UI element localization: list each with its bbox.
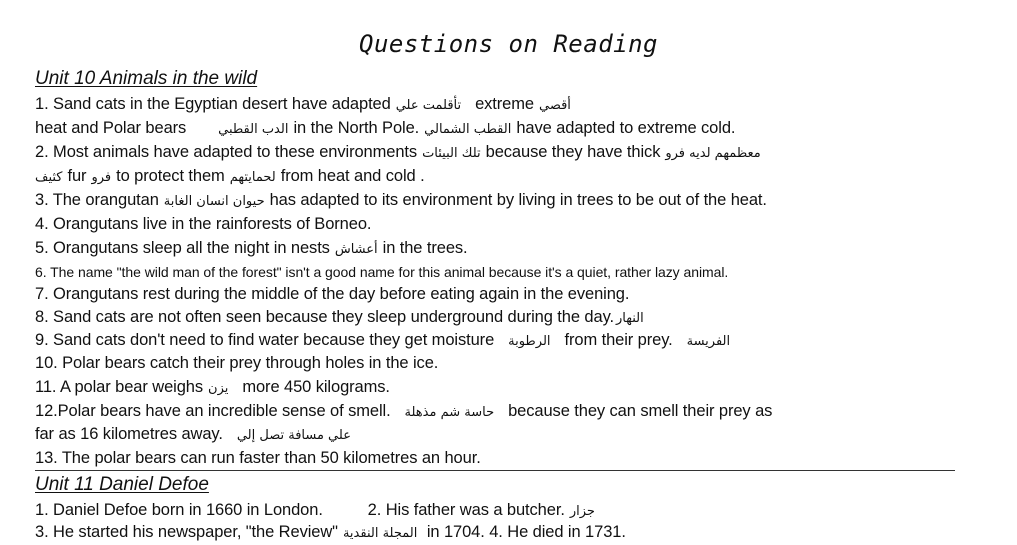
text: to protect them (116, 167, 225, 185)
text: more 450 kilograms. (242, 378, 390, 396)
arabic-translation: الدب القطبي (218, 122, 289, 137)
arabic-translation: لحمايتهم (229, 170, 276, 185)
arabic-translation: علي مسافة تصل إلي (236, 428, 351, 443)
unit10-line-12: 10. Polar bears catch their prey through holes in the ice. (35, 354, 439, 372)
text: 2. Most animals have adapted to these environments (35, 143, 418, 161)
text: because they have thick (485, 143, 661, 161)
unit10-line-10 (35, 307, 649, 329)
text: far as 16 kilometres away. (35, 425, 223, 443)
unit10-line-6: 4. Orangutans live in the rainforests of Borneo. (35, 215, 372, 233)
unit-10-heading: Unit 10 Animals in the wild (35, 68, 258, 89)
text: from their prey. (564, 331, 673, 349)
section-divider (35, 470, 955, 471)
text: fur (67, 167, 87, 185)
unit11-line-2 (35, 522, 626, 544)
arabic-translation: يزن (208, 381, 229, 396)
arabic-translation: تلك البيئات (422, 146, 481, 161)
arabic-translation: جزار (569, 504, 595, 519)
text: because they can smell their prey as (508, 402, 773, 420)
text: 9. Sand cats don't need to find water because they get moisture (35, 331, 495, 349)
arabic-translation: تأقلمت علي (395, 98, 462, 113)
unit10-line-4 (35, 166, 425, 188)
arabic-translation: فرو (91, 170, 112, 185)
arabic-translation: معظمهم لديه فرو (665, 146, 761, 161)
text: in the North Pole. (293, 119, 420, 137)
arabic-translation: حاسة شم مذهلة (404, 405, 495, 420)
unit10-line-15 (35, 424, 356, 446)
unit10-line-1 (35, 94, 576, 116)
unit-11-heading: Unit 11 Daniel Defoe (35, 474, 209, 495)
arabic-translation: أقصي (538, 98, 571, 113)
unit10-line-3 (35, 142, 766, 164)
arabic-translation: النهار (615, 311, 644, 326)
text: 1. Sand cats in the Egyptian desert have adapted (35, 95, 391, 113)
text: heat and Polar bears (35, 119, 187, 137)
arabic-translation: كثيف (35, 170, 63, 185)
text: from heat and cold . (280, 167, 425, 185)
text: in the trees. (382, 239, 468, 257)
unit10-line-8: 6. The name "the wild man of the forest" isn't a good name for this animal because it's a quiet, rather lazy animal. (35, 264, 729, 280)
text: has adapted to its environment by living in trees to be out of the heat. (269, 191, 767, 209)
unit11-line-1 (35, 500, 600, 522)
text: 2. His father was a butcher. (367, 501, 565, 519)
unit10-line-5 (35, 190, 767, 212)
arabic-translation: حيوان انسان الغابة (163, 194, 265, 209)
arabic-translation: المجلة النقدية (342, 526, 418, 541)
text: 12.Polar bears have an incredible sense of smell. (35, 402, 391, 420)
text: 5. Orangutans sleep all the night in nests (35, 239, 330, 257)
unit10-line-7 (35, 238, 468, 260)
text: 1. Daniel Defoe born in 1660 in London. (35, 501, 323, 519)
arabic-translation: الرطوبة (508, 334, 551, 349)
page-title: Questions on Reading (359, 30, 658, 58)
arabic-translation: القطب الشمالي (424, 122, 512, 137)
unit10-line-11 (35, 330, 735, 352)
text: extreme (475, 95, 534, 113)
text: have adapted to extreme cold. (516, 119, 736, 137)
arabic-translation: الفريسة (686, 334, 731, 349)
unit10-line-16: 13. The polar bears can run faster than 50 kilometres an hour. (35, 449, 481, 467)
unit10-line-13 (35, 377, 390, 399)
text: 8. Sand cats are not often seen because they sleep underground during the day. (35, 308, 614, 326)
unit10-line-14 (35, 401, 772, 423)
text: 3. He started his newspaper, "the Review" (35, 523, 338, 541)
arabic-translation: أعشاش (334, 242, 378, 257)
text: 3. The orangutan (35, 191, 159, 209)
text: in 1704. 4. He died in 1731. (426, 523, 626, 541)
unit10-line-2 (35, 118, 735, 140)
text: 11. A polar bear weighs (35, 378, 204, 396)
unit10-line-9: 7. Orangutans rest during the middle of the day before eating again in the evening. (35, 285, 630, 303)
